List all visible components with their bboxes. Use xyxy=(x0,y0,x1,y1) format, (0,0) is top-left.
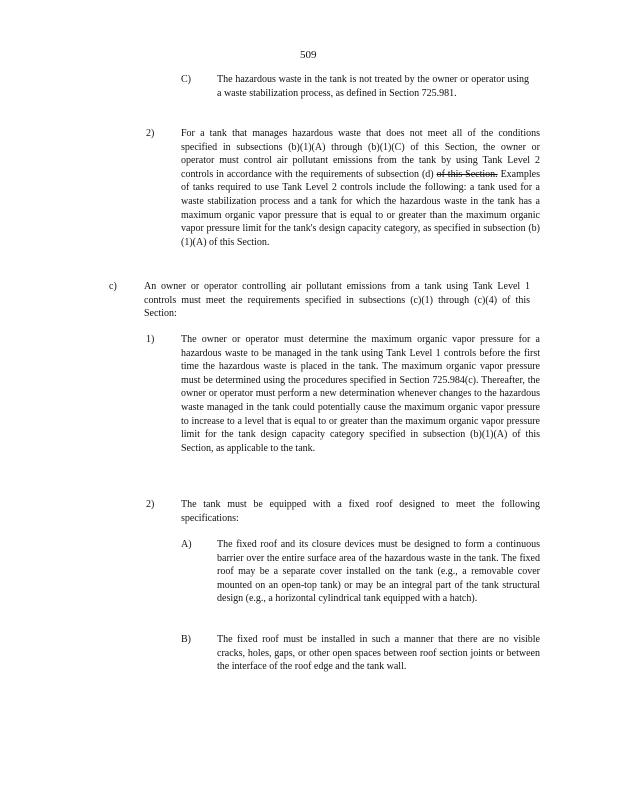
subsection-c2-label: 2) xyxy=(146,499,155,510)
subsection-b2-text-after: Examples of tanks required to use Tank Level 2 controls include the following: a tank used for a waste stabilization process and a tank for which the hazardous waste in the tank has a maximum organic vapor pressure that is equal to or greater than the maximum organic vapor pressure limit for the tank's design capacity category, as specified in subsection (b)(1)(A) of this Section. xyxy=(181,168,540,248)
subsection-c2 xyxy=(146,498,540,525)
subsection-c2B-text: The fixed roof must be installed in such a manner that there are no visible cracks, holes, gaps, or other open spaces between roof section joints or between the interface of the roof edge and the tank wall. xyxy=(217,634,540,673)
subsection-c2B xyxy=(181,633,540,674)
subsection-b2-text-before: For a tank that manages hazardous waste that does not meet all of the conditions specified in subsections (b)(1)(A) through (b)(1)(C) of this Section, the owner or operator must control air pollutant emissions from the tank by using Tank Level 2 controls in accordance with the requirements of subsection (d) xyxy=(181,128,540,180)
subsection-b2-label: 2) xyxy=(146,128,155,139)
subsection-c1 xyxy=(146,333,540,455)
subsection-c2A-text: The fixed roof and its closure devices must be designed to form a continuous barrier over the entire surface area of the hazardous waste in the tank. The fixed roof may be a separate cover installed on the tank (e.g., a removable cover mounted on an open-top tank) or may be an integral part of the tank structural design (e.g., a horizontal cylindrical tank equipped with a hatch). xyxy=(217,539,540,605)
subsection-c2B-label: B) xyxy=(181,634,191,645)
subsection-c xyxy=(109,280,530,321)
page-number: 509 xyxy=(300,49,317,61)
subsection-b1C xyxy=(181,73,529,100)
subsection-b2 xyxy=(146,127,540,249)
deleted-text: of this Section. xyxy=(436,168,498,180)
subsection-c2-text: The tank must be equipped with a fixed roof designed to meet the following specifications: xyxy=(181,499,540,524)
subsection-c2A-label: A) xyxy=(181,539,192,550)
subsection-b2-text xyxy=(181,127,540,249)
subsection-c-text: An owner or operator controlling air pollutant emissions from a tank using Tank Level 1 controls must meet the requirements specified in subsections (c)(1) through (c)(4) of this Section: xyxy=(144,281,530,320)
subsection-c1-label: 1) xyxy=(146,334,155,345)
subsection-c-label: c) xyxy=(109,281,117,292)
subsection-b1C-text: The hazardous waste in the tank is not treated by the owner or operator using a waste stabilization process, as defined in Section 725.981. xyxy=(217,74,529,99)
subsection-c2A xyxy=(181,538,540,606)
subsection-c1-text: The owner or operator must determine the maximum organic vapor pressure for a hazardous waste to be managed in the tank using Tank Level 1 controls before the first time the hazardous waste is placed in the tank. The maximum organic vapor pressure must be determined using the procedures specified in Section 725.984(c). Thereafter, the owner or operator must perform a new determination whenever changes to the hazardous waste managed in the tank could potentially cause the maximum organic vapor pressure to increase to a level that is equal to or greater than the maximum organic vapor pressure limit for the tank design capacity category specified in subsection (b)(1)(A) of this Section, as applicable to the tank. xyxy=(181,334,540,454)
subsection-b1C-label: C) xyxy=(181,74,191,85)
